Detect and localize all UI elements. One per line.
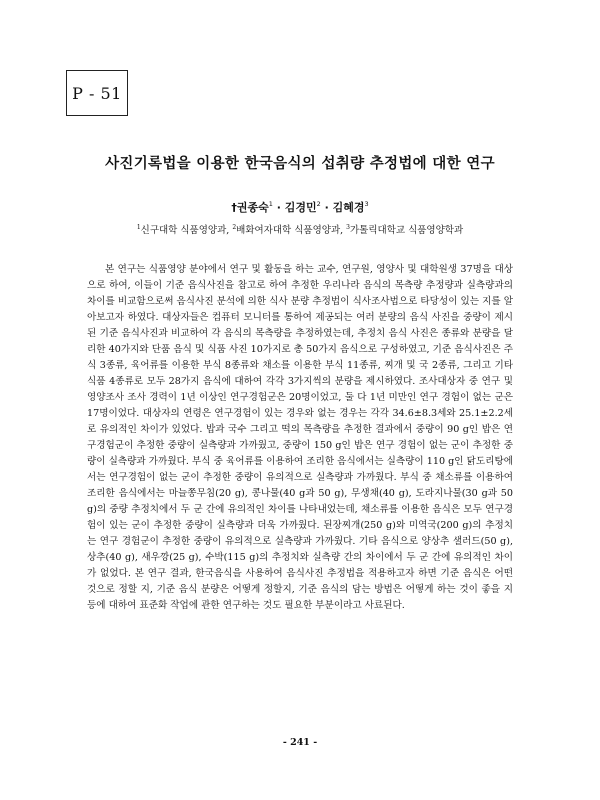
affiliation-text: 신구대학 식품영양과 bbox=[140, 225, 227, 236]
poster-code-box bbox=[66, 70, 128, 116]
corresponding-author-mark: † bbox=[231, 201, 237, 214]
author-affiliation-number: 1 bbox=[268, 200, 273, 208]
author-separator: · bbox=[272, 201, 285, 214]
author-1 bbox=[231, 201, 273, 214]
affiliation-number: 3 bbox=[346, 224, 350, 231]
author-name: 김경민 bbox=[284, 201, 317, 214]
author-separator: · bbox=[320, 201, 333, 214]
author-name: 권종숙 bbox=[236, 201, 269, 214]
affiliation-line: $^1$신구대학 식품영양과, $^2$배화여자대학 식품영양과, $^3$가톨릭대학교 식품영양학과 bbox=[136, 224, 464, 236]
affiliation-2 bbox=[232, 225, 340, 236]
affiliation-number: 2 bbox=[232, 224, 237, 231]
author-line bbox=[40, 199, 560, 215]
author-3 bbox=[333, 201, 369, 214]
affiliation-text: 가톨릭대학교 식품영양학과 bbox=[350, 225, 464, 236]
paper-title: 사진기록법을 이용한 한국음식의 섭취량 추정법에 대한 연구 bbox=[105, 156, 495, 172]
abstract-body: 본 연구는 식품영양 분야에서 연구 및 활동을 하는 교수, 연구원, 영양사 및 대학원생 37명을 대상으로 하여, 이들이 기준 음식사진을 참고로 하여 추정한 우리나라 음식의 목측량 추정량과 실측량과의 차이를 비교함으로써 음식사진 분석에 의한 식사 분량 추정법이 식사조사법으로 타당성이 있는 지를 알아보고자 하였다. 대상자들은 컴퓨터 모니터를 통하여 제공되는 여러 분량의 음식 사진을 중량이 제시된 기준 음식사진과 비교하여 각 음식의 목측량을 추정하였는데, 추정치 음식 사진은 종류와 분량을 달리한 40가지와 단품 음식 및 식품 사진 10가지로 총 50가지 음식으로 구성하였고, 기준 음식사진은 주식 3종류, 육어류를 이용한 부식 8종류와 채소를 이용한 부식 11종류, 찌개 및 국 2종류, 그리고 기타 식품 4종류로 모두 28가지 음식에 대하여 각각 3가지씩의 분량을 제시하였다. 조사대상자 중 연구 및 영양조사 조사 경력이 1년 이상인 연구경험군은 20명이었고, 둘 다 1년 미만인 연구 경험이 없는 군은 17명이었다. 대상자의 연령은 연구경험이 있는 경우와 없는 경우는 각각 34.6±8.3세와 25.1±2.2세로 유의적인 차이가 있었다. 밥과 국수 그리고 떡의 목측량을 추정한 결과에서 중량이 90 g인 밥은 연구경험군이 추정한 중량이 실측량과 가까웠고, 중량이 150 g인 밥은 연구 경험이 없는 군이 추정한 중량이 실측량과 가까웠다. 부식 중 육어류를 이용하여 조리한 음식에서는 실측량이 110 g인 닭도리탕에서는 연구경험이 없는 군이 추정한 중량이 유의적으로 실측량과 가까웠다. 부식 중 채소류를 이용하여 조리한 음식에서는 마늘쫑무침(20 g), 콩나물(40 g과 50 g), 무생채(40 g), 도라지나물(30 g과 50 g)의 중량 추정치에서 두 군 간에 유의적인 차이를 나타내었는데, 채소류를 이용한 음식은 모두 연구경험이 있는 군이 추정한 중량이 실측량과 더욱 가까웠다. 된장찌개(250 g)와 미역국(200 g)의 추정치는 연구 경험군이 추정한 중량이 유의적으로 실측량과 가까웠다. 기타 음식으로 양상추 샐러드(50 g), 상추(40 g), 새우깡(25 g), 수박(115 g)의 추정치와 실측량 간의 차이에서 두 군 간에 유의적인 차이가 없었다. 본 연구 결과, 한국음식을 사용하여 음식사진 추정법을 적용하고자 하면 기준 음식은 어떤 것으로 정할 지, 기준 음식 분량은 어떻게 정할지, 기준 음식의 담는 방법은 어떻게 하는 것이 좋을 지 등에 대하여 표준화 작업에 관한 연구하는 것도 필요한 부분이라고 사료된다. bbox=[87, 264, 513, 611]
poster-code: P - 51 bbox=[72, 83, 122, 103]
affiliation-3 bbox=[346, 225, 463, 236]
affiliation-1 bbox=[137, 225, 226, 236]
author-affiliation-number: 3 bbox=[364, 200, 369, 208]
author-2 bbox=[285, 201, 321, 214]
affiliation-text: 배화여자대학 식품영양과 bbox=[236, 225, 341, 236]
author-name: 김혜경 bbox=[332, 201, 365, 214]
affiliation-number: 1 bbox=[136, 224, 141, 231]
page-number: - 241 - bbox=[282, 737, 318, 748]
author-affiliation-number: 2 bbox=[316, 200, 321, 208]
